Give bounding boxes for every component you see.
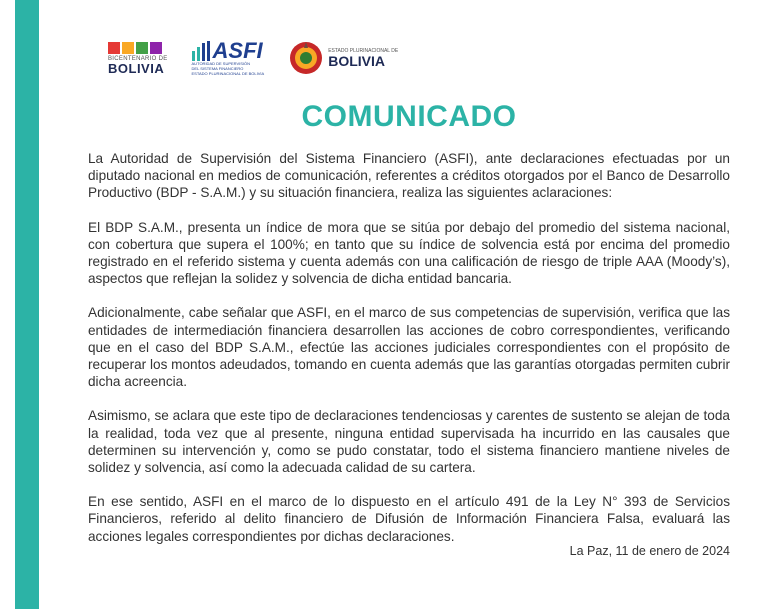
- estado-plurinacional-logo: [288, 40, 398, 76]
- asfi-bars-icon: [192, 41, 210, 61]
- paragraph-5: En ese sentido, ASFI en el marco de lo dispuesto en el artículo 491 de la Ley N° 393 de Servicios Financieros, referido al delito financiero de Difusión de Información Financiera Falsa, evaluará las acciones legales correspondientes por dichas declaraciones.: [88, 494, 730, 544]
- communique-body: [88, 150, 730, 562]
- asfi-sub-line-3: ESTADO PLURINACIONAL DE BOLIVIA: [191, 70, 265, 76]
- asfi-sub-line-2: DEL SISTEMA FINANCIERO: [191, 65, 244, 71]
- left-accent-bar: [15, 0, 39, 609]
- paragraph-2: El BDP S.A.M., presenta un índice de mora que se sitúa por debajo del promedio del sistema nacional, con cobertura que supera el 100%; en tanto que su índice de solvencia está por encima del promedio registrado en el referido sistema y cuenta además con una calificación de riesgo de triple AAA (Moody’s), aspectos que reflejan la solidez y solvencia de dicha entidad bancaria.: [88, 219, 730, 287]
- asfi-logo: [191, 37, 265, 76]
- estado-big-text: BOLIVIA: [328, 53, 385, 69]
- paragraph-3: Adicionalmente, cabe señalar que ASFI, en el marco de sus competencias de supervisión, verifica que las entidades de intermediación financiera desarrollen las acciones de cobro correspondientes, verificando que en el caso del BDP S.A.M., efectúe las acciones judiciales correspondientes con el propósito de recuperar los montos adeudados, tomando en cuenta además que las garantías otorgadas permiten cubrir dicha acreencia.: [88, 305, 730, 390]
- bicentenario-small-text: BICENTENARIO DE: [108, 55, 168, 62]
- bicentenario-emblem-icon: [108, 42, 162, 54]
- estado-small-text: ESTADO PLURINACIONAL DE: [328, 48, 399, 54]
- paragraph-1: La Autoridad de Supervisión del Sistema Financiero (ASFI), ante declaraciones efectuadas por un diputado nacional en medios de comunicación, referentes a créditos otorgados por el Banco de Desarrollo Productivo (BDP - S.A.M.) y su situación financiera, realiza las siguientes aclaraciones:: [88, 151, 730, 201]
- date-line: La Paz, 11 de enero de 2024: [569, 544, 730, 558]
- asfi-sub-line-1: AUTORIDAD DE SUPERVISIÓN: [191, 60, 251, 66]
- bicentenario-big-text: BOLIVIA: [108, 60, 165, 76]
- coat-of-arms-icon: [288, 40, 324, 76]
- bicentenario-logo: [108, 42, 168, 75]
- paragraph-4: Asimismo, se aclara que este tipo de declaraciones tendenciosas y carentes de sustento se alejan de toda la realidad, toda vez que al presente, ninguna entidad supervisada ha incurrido en las causales que determinen su intervención y, como se pudo constatar, todo el sistema financiero mantiene niveles de solidez y solvencia, así como la adecuada calidad de su cartera.: [88, 408, 730, 476]
- page-title: COMUNICADO: [301, 100, 517, 133]
- asfi-wordmark: ASFI: [212, 37, 263, 63]
- header-logos: [108, 36, 398, 80]
